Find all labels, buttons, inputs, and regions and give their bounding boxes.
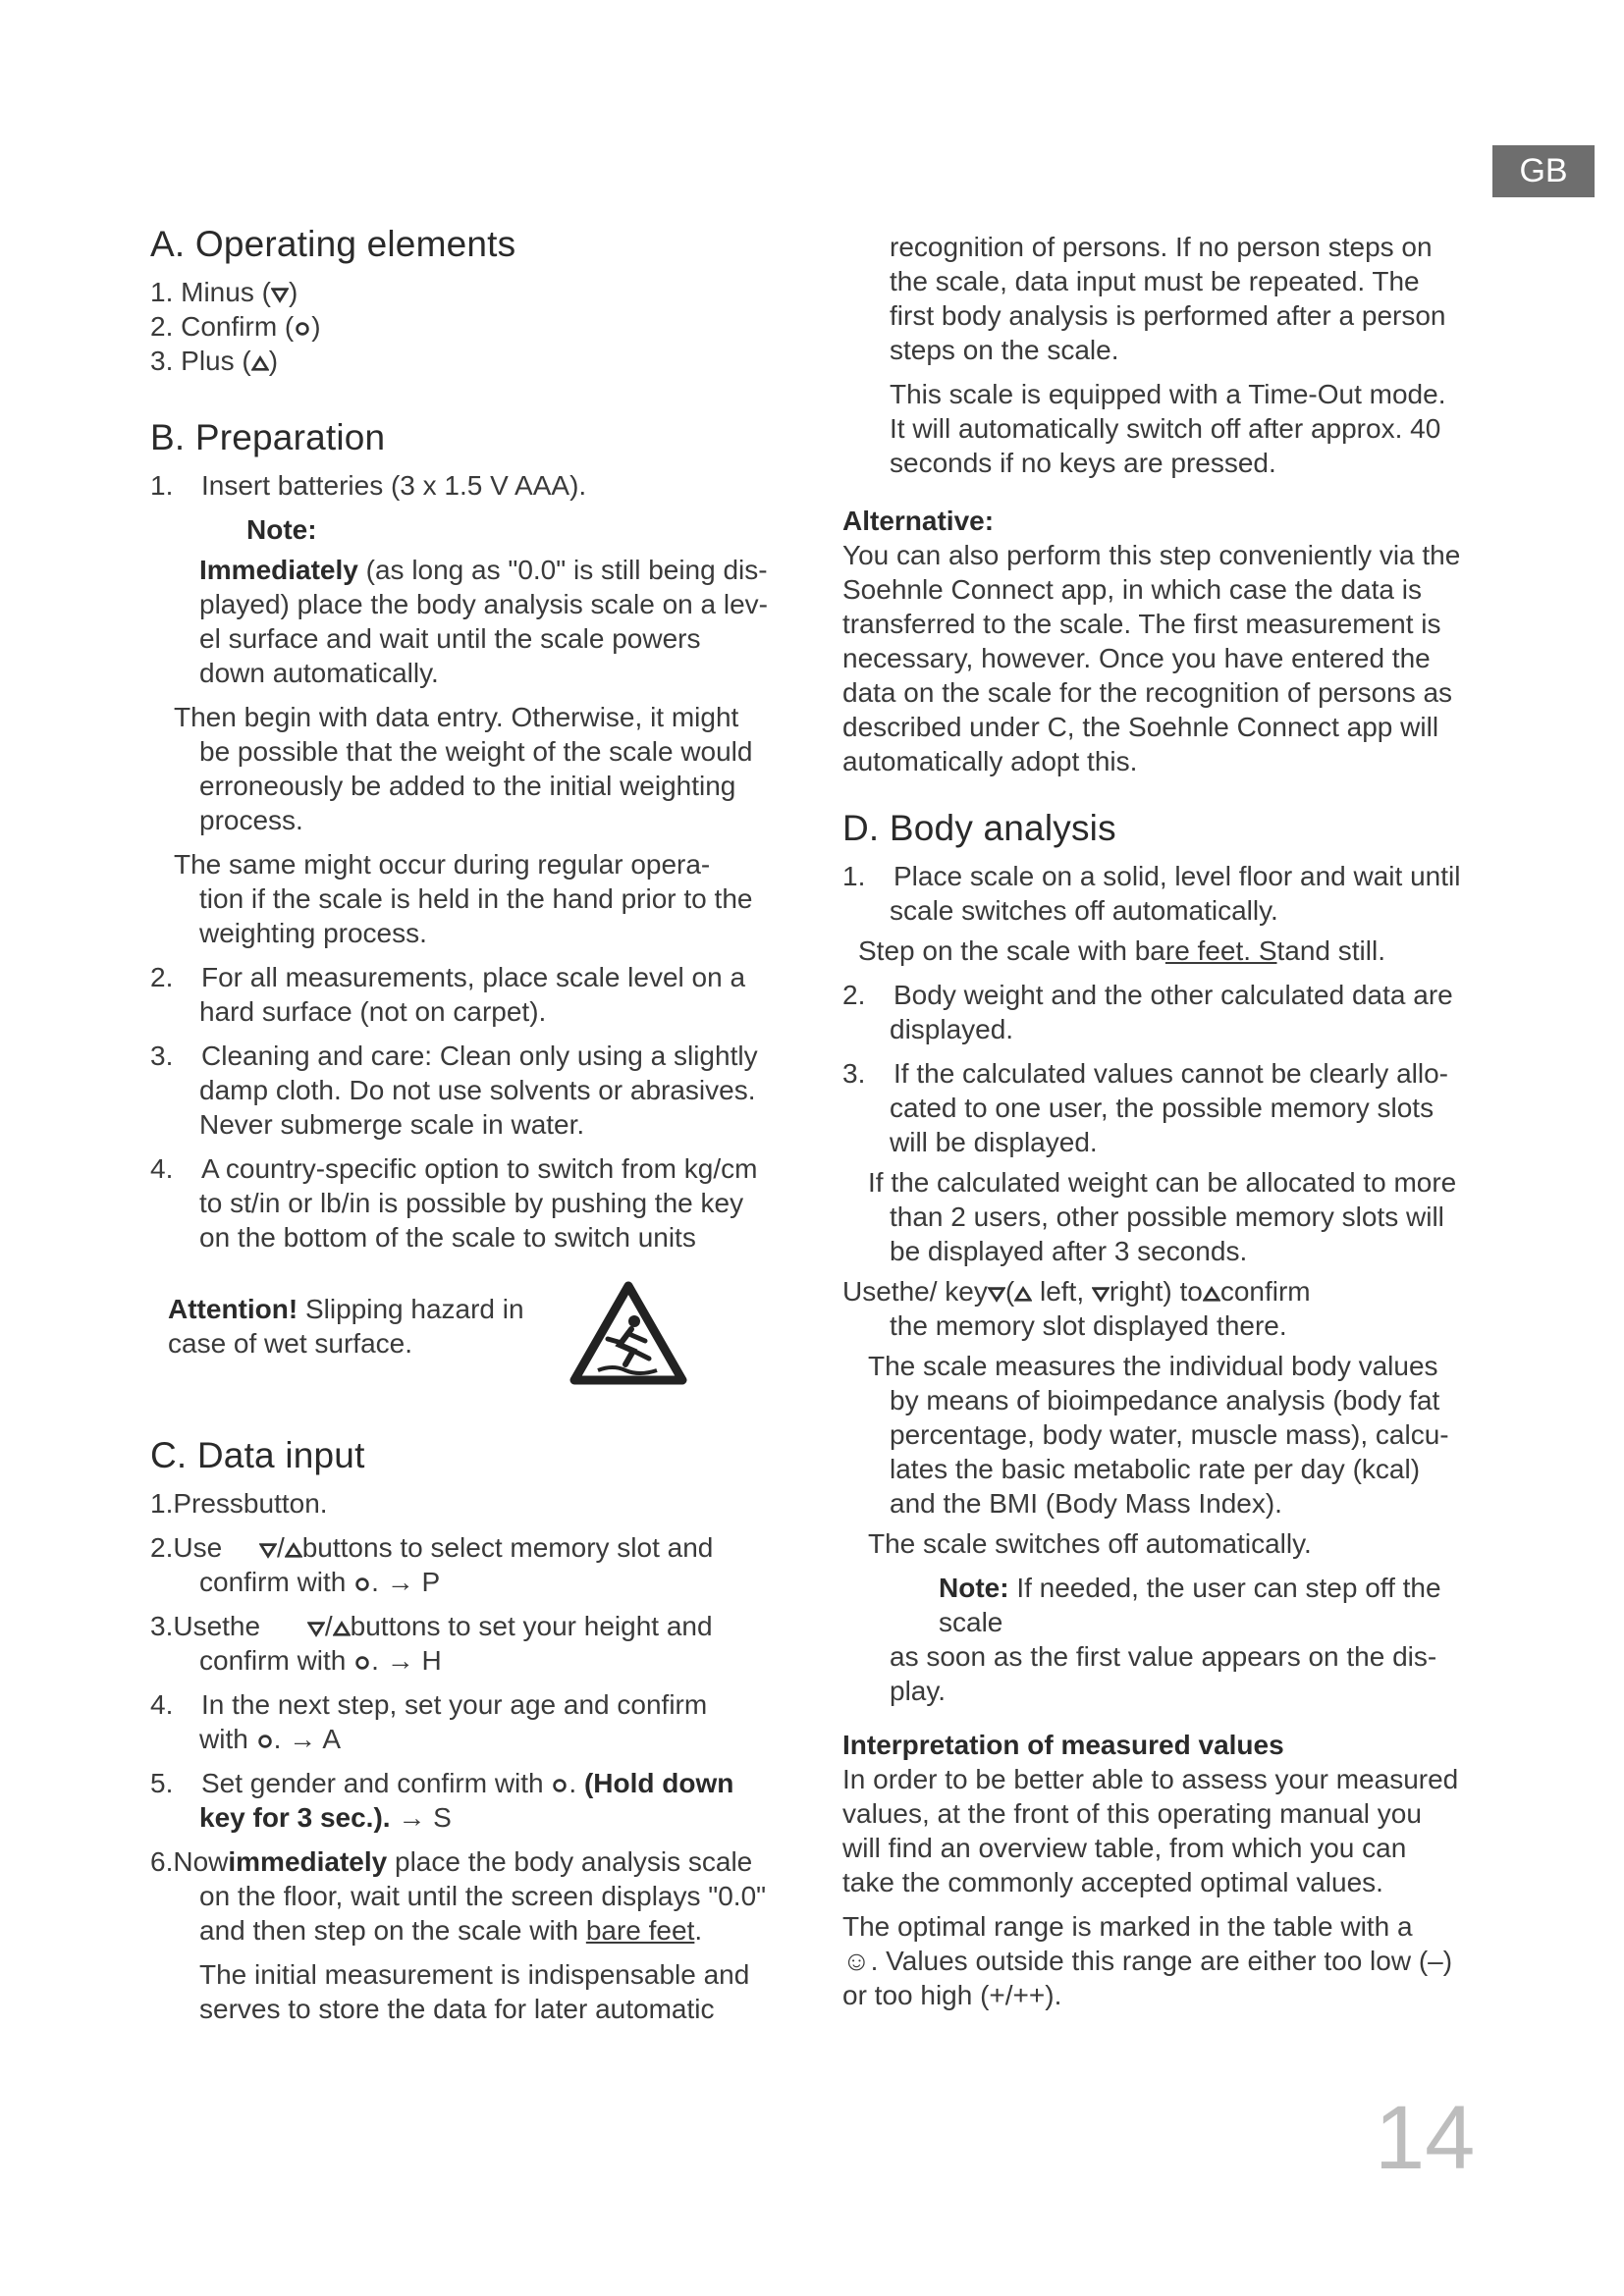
underlined-text: re feet. S [1164, 935, 1277, 966]
list-item: 2.Use / buttons to select memory slot and [150, 1532, 714, 1563]
text: . [694, 1915, 703, 1946]
item-text: Body weight and the other calculated data are [893, 980, 1453, 1010]
text: . → H [371, 1645, 442, 1676]
text-line: or too high (+/++). [842, 1980, 1062, 2010]
text: 3.Usethe [150, 1611, 261, 1641]
gb-tab: GB [1492, 145, 1595, 197]
item-text-end: ) [311, 311, 321, 342]
text-line: the scale, data input must be repeated. The [890, 266, 1420, 296]
item-text: In the next step, set your age and confirm [201, 1689, 708, 1720]
attention-text: Slipping hazard in [298, 1294, 524, 1324]
section-d [842, 808, 1490, 2012]
text-line: values, at the front of this operating manual you [842, 1798, 1422, 1829]
text-line: If the calculated weight can be allocated to more [868, 1167, 1457, 1198]
list-item: 3.Usethe / buttons to set your height and [150, 1611, 713, 1641]
text-line: cated to one user, the possible memory slots [890, 1093, 1435, 1123]
text-line: el surface and wait until the scale powers [199, 623, 701, 654]
list-item [150, 275, 808, 309]
text-line: process. [199, 805, 303, 835]
item-number: 1. [150, 277, 174, 307]
text: buttons to set your height and [350, 1611, 713, 1641]
minus-key-icon [1092, 1285, 1110, 1303]
section-d-title: D. Body analysis [842, 808, 1116, 848]
text-line: serves to store the data for later automatic [199, 1994, 715, 2024]
text-line: The scale measures the individual body values [868, 1351, 1438, 1381]
text-line: tion if the scale is held in the hand prior to the [199, 883, 753, 914]
item-text: Confirm ( [181, 311, 295, 342]
text: (as long as "0.0" is still being dis- [365, 555, 768, 585]
text-line: Never submerge scale in water. [199, 1109, 585, 1140]
attention-label: Attention! [168, 1294, 298, 1324]
text-line [842, 1274, 1490, 1308]
item-text: Insert batteries (3 x 1.5 V AAA). [201, 470, 587, 501]
section-b [150, 417, 808, 1255]
page-number: 14 [1375, 2088, 1476, 2188]
item-text-end: ) [288, 277, 298, 307]
item-text: For all measurements, place scale level on a [201, 962, 746, 992]
text-line: The scale switches off automatically. [868, 1528, 1312, 1559]
section-c [150, 1435, 808, 2026]
text-line: as soon as the first value appears on the dis- [890, 1641, 1437, 1672]
text: → S [390, 1802, 452, 1833]
text-line: will be displayed. [890, 1127, 1098, 1157]
list-item: 2. Body weight and the other calculated data are [842, 980, 1453, 1010]
list-item: 4. A country-specific option to switch from kg/cm [150, 1153, 758, 1184]
text-line: described under C, the Soehnle Connect app will [842, 712, 1439, 742]
list-item: 2. For all measurements, place scale level on a [150, 962, 746, 992]
text-line [150, 1722, 808, 1756]
list-item: 3. Cleaning and care: Clean only using a slightly [150, 1041, 758, 1071]
item-text-end: ) [268, 346, 279, 376]
text: Usethe/ key [842, 1276, 988, 1307]
text-line: percentage, body water, muscle mass), calcu- [890, 1419, 1449, 1450]
list-item: 5. Set gender and confirm with . (Hold down [150, 1768, 734, 1798]
text-line: be displayed after 3 seconds. [890, 1236, 1248, 1266]
text: place the body analysis scale [387, 1846, 753, 1877]
text: confirm with [199, 1567, 347, 1597]
right-column [842, 230, 1490, 2012]
text: . → P [371, 1567, 441, 1597]
text: with [199, 1724, 248, 1754]
text: left, [1032, 1276, 1092, 1307]
interpretation-heading: Interpretation of measured values [842, 1730, 1284, 1760]
text-line: on the bottom of the scale to switch units [199, 1222, 696, 1253]
text-line [150, 1643, 808, 1678]
text-line: by means of bioimpedance analysis (body fat [890, 1385, 1440, 1415]
minus-key-icon [271, 286, 289, 303]
item-number: 3. [150, 346, 174, 376]
text: Step on the scale with ba [858, 935, 1165, 966]
slippery-floor-warning-icon [568, 1280, 688, 1388]
plus-key-icon [285, 1541, 302, 1559]
confirm-key-icon [294, 320, 311, 338]
text-line: recognition of persons. If no person steps on [890, 232, 1433, 262]
plus-key-icon [1014, 1285, 1032, 1303]
section-b-title: B. Preparation [150, 417, 386, 457]
text: . → A [273, 1724, 342, 1754]
minus-key-icon [307, 1620, 325, 1637]
text-line: scale switches off automatically. [890, 895, 1278, 926]
text-line: It will automatically switch off after approx. 40 [890, 413, 1441, 444]
text-line [842, 934, 1490, 968]
note-text [150, 553, 808, 587]
text-line: The same might occur during regular opera- [174, 849, 711, 880]
item-text: Place scale on a solid, level floor and wait until [893, 861, 1461, 891]
item-text: Cleaning and care: Clean only using a slightly [201, 1041, 758, 1071]
text-line: You can also perform this step conveniently via the [842, 540, 1461, 570]
attention-box [168, 1292, 808, 1400]
text-line: steps on the scale. [890, 335, 1119, 365]
section-c-title: C. Data input [150, 1435, 365, 1475]
text-line: on the floor, wait until the screen displays "0.0" [199, 1881, 767, 1911]
confirm-key-icon [551, 1777, 568, 1794]
list-item: 1. Place scale on a solid, level floor and wait until [842, 861, 1461, 891]
left-column [150, 224, 808, 2026]
text-line [150, 1913, 808, 1948]
emphasis: Immediately [199, 555, 358, 585]
text-line: and the BMI (Body Mass Index). [890, 1488, 1282, 1519]
text-line: transferred to the scale. The first measurement is [842, 609, 1441, 639]
list-item: 1. Insert batteries (3 x 1.5 V AAA). [150, 470, 587, 501]
text-line: In order to be better able to assess your measured [842, 1764, 1459, 1794]
list-item [150, 1844, 808, 1879]
text-line: The initial measurement is indispensable and [199, 1959, 750, 1990]
item-text: A country-specific option to switch from kg/cm [201, 1153, 758, 1184]
plus-key-icon [333, 1620, 351, 1637]
text-line: damp cloth. Do not use solvents or abrasives. [199, 1075, 756, 1105]
confirm-key-icon [353, 1654, 371, 1672]
text-line: than 2 users, other possible memory slots will [890, 1201, 1444, 1232]
text-line: data on the scale for the recognition of persons as [842, 677, 1453, 708]
list-item [150, 344, 808, 378]
note-label: Note: [246, 514, 317, 545]
section-a [150, 224, 808, 378]
text-line: be possible that the weight of the scale would [199, 736, 753, 767]
text-line: displayed. [890, 1014, 1014, 1044]
item-number: 2. [150, 311, 174, 342]
text-line: Then begin with data entry. Otherwise, it might [174, 702, 739, 732]
section-a-title: A. Operating elements [150, 224, 516, 264]
item-text: If the calculated values cannot be clearly allo- [893, 1058, 1448, 1089]
emphasis: (Hold down [583, 1768, 734, 1798]
list-item: 3. If the calculated values cannot be clearly allo- [842, 1058, 1448, 1089]
minus-key-icon [259, 1541, 277, 1559]
text-line: weighting process. [199, 918, 427, 948]
confirm-key-icon [353, 1575, 371, 1593]
text-line: Soehnle Connect app, in which case the data is [842, 574, 1422, 605]
text-line: lates the basic metabolic rate per day (kcal) [890, 1454, 1421, 1484]
text: and then step on the scale with [199, 1915, 586, 1946]
text: 6.Now [150, 1846, 229, 1877]
item-text: Plus ( [181, 346, 251, 376]
text-line [842, 1571, 1490, 1639]
item-text: Set gender and confirm with [201, 1768, 544, 1798]
plus-key-icon [251, 354, 269, 372]
item-text: Minus ( [181, 277, 271, 307]
alternative-label: Alternative: [842, 506, 995, 536]
plus-key-icon [1203, 1285, 1220, 1303]
text: tand still. [1276, 935, 1385, 966]
text-line: to st/in or lb/in is possible by pushing the key [199, 1188, 744, 1218]
text-line: down automatically. [199, 658, 439, 688]
list-item: 4. In the next step, set your age and confirm [150, 1689, 708, 1720]
text: ( [1004, 1276, 1015, 1307]
text-line: automatically adopt this. [842, 746, 1138, 776]
text-line: will find an overview table, from which you can [842, 1833, 1407, 1863]
attention-text: case of wet surface. [168, 1328, 413, 1359]
emphasis: immediately [228, 1846, 388, 1877]
emphasis: key for 3 sec.). [199, 1802, 391, 1833]
text-line: erroneously be added to the initial weighting [199, 771, 736, 801]
text-line: first body analysis is performed after a person [890, 300, 1446, 331]
text: confirm [1219, 1276, 1311, 1307]
text-line: This scale is equipped with a Time-Out mode. [890, 379, 1446, 409]
underlined-text: bare feet [585, 1915, 695, 1946]
text-line: seconds if no keys are pressed. [890, 448, 1276, 478]
text-line [150, 1565, 808, 1599]
text-line: played) place the body analysis scale on a lev- [199, 589, 769, 619]
text-line: take the commonly accepted optimal values. [842, 1867, 1383, 1897]
list-item [150, 309, 808, 344]
text-line: hard surface (not on carpet). [199, 996, 547, 1027]
list-item: 1.Pressbutton. [150, 1488, 328, 1519]
text: buttons to select memory slot and [301, 1532, 714, 1563]
text-line: necessary, however. Once you have entered the [842, 643, 1431, 673]
text-line: play. [890, 1676, 947, 1706]
note-label: Note: [939, 1573, 1009, 1603]
text-line: ☺. Values outside this range are either too low (–) [842, 1946, 1453, 1976]
text-line [150, 1800, 808, 1835]
text: 2.Use [150, 1532, 223, 1563]
confirm-key-icon [256, 1733, 274, 1750]
minus-key-icon [988, 1285, 1005, 1303]
text: right) to [1109, 1276, 1203, 1307]
text-line: The optimal range is marked in the table with a [842, 1911, 1413, 1942]
text-line: the memory slot displayed there. [890, 1310, 1287, 1341]
text: confirm with [199, 1645, 347, 1676]
text: If needed, the user can step off the scale [939, 1573, 1441, 1637]
